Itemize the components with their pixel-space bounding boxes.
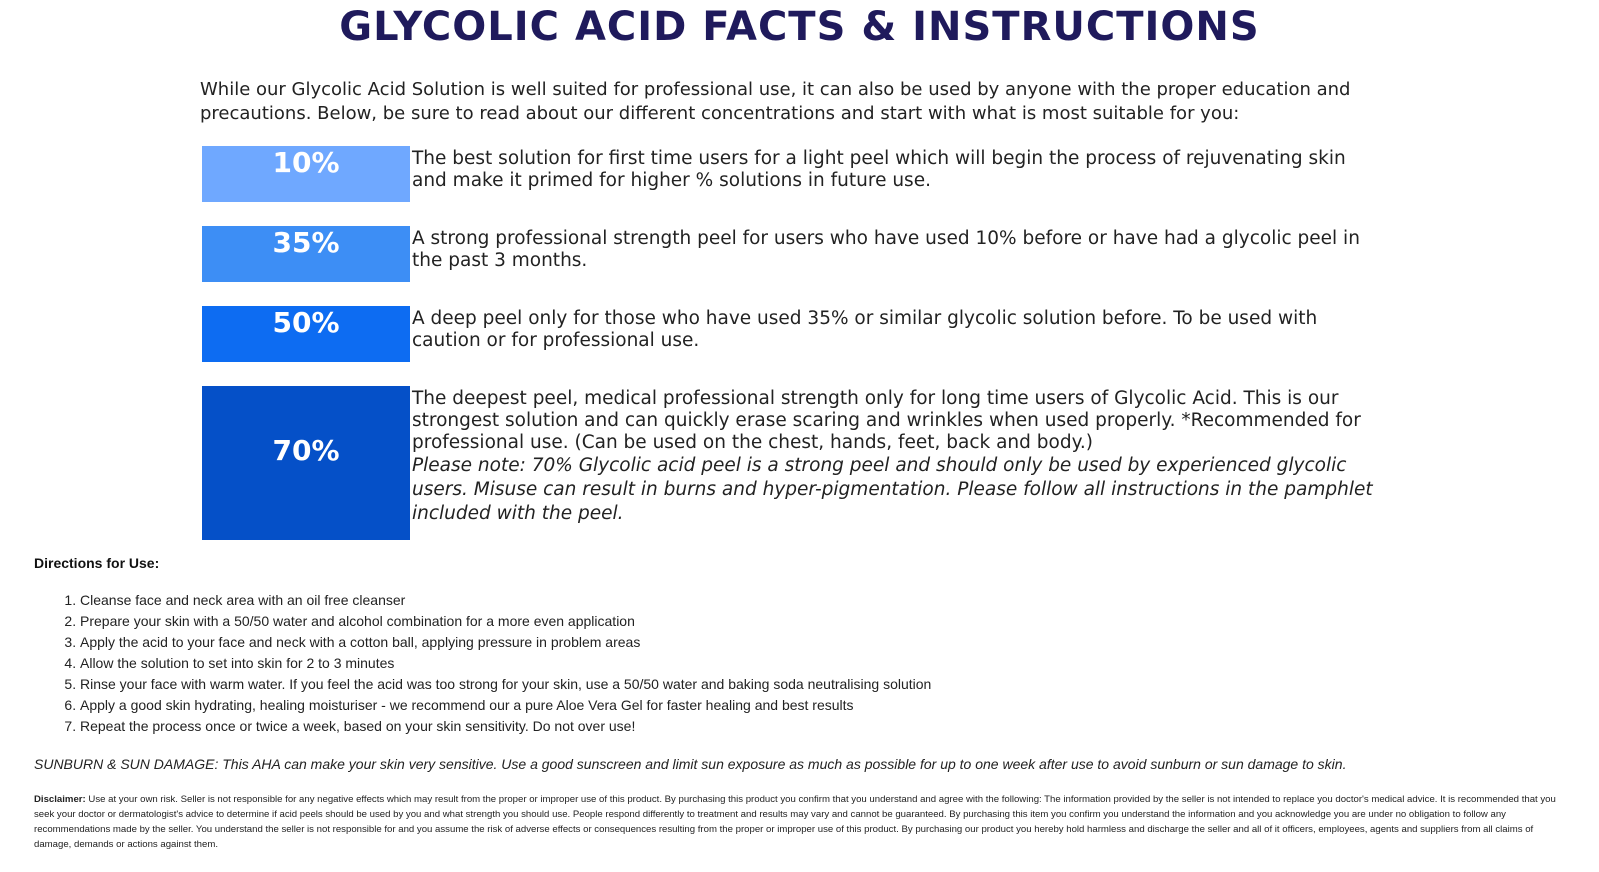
tier-percent: 50% bbox=[272, 306, 340, 339]
tier-badge-35 bbox=[202, 226, 410, 282]
tier-description: A deep peel only for those who have used 35% or similar glycolic solution before. To be used with caution or for professional use. bbox=[412, 308, 1318, 351]
direction-step: 5. Rinse your face with warm water. If you feel the acid was too strong for your skin, use a 50/50 water and baking soda neutralising solution bbox=[80, 674, 931, 695]
tier-warning-note: Please note: 70% Glycolic acid peel is a strong peel and should only be used by experienced glycolic users. Misuse can result in burns and hyper-pigmentation. Please follow all instructions in the pamphlet included with the peel. bbox=[412, 455, 1373, 524]
disclaimer-label: Disclaimer: bbox=[34, 794, 86, 805]
direction-step: 4. Allow the solution to set into skin for 2 to 3 minutes bbox=[80, 653, 931, 674]
intro-paragraph: While our Glycolic Acid Solution is well suited for professional use, it can also be used by anyone with the proper education and precautions. Below, be sure to read about our different concentrations and start with what is most suitable for you: bbox=[200, 79, 1351, 124]
disclaimer bbox=[34, 792, 1564, 852]
tier-percent: 70% bbox=[272, 434, 340, 467]
tier-badge-10 bbox=[202, 146, 410, 202]
tier-description: A strong professional strength peel for users who have used 10% before or have had a glycolic peel in the past 3 months. bbox=[412, 228, 1360, 271]
disclaimer-text: Use at your own risk. Seller is not responsible for any negative effects which may result from the proper or improper use of this product. By purchasing this product you confirm that you understand and agree with the following: The information provided by the seller is not intended to replace you doctor's medical advice. It is recommended that you seek your doctor or dermatologist's advice to determine if acid peels should be used by you and what strength you should use. People respond differently to treatment and results may vary and cannot be guaranteed. By purchasing this item you confirm you understand the information and you acknowledge you are under no obligation to follow any recommendations made by the seller. You understand the seller is not responsible for and you assume the risk of adverse effects or consequences resulting from the proper or improper use of this product. By purchasing our product you hereby hold harmless and discharge the seller and all of it officers, employees, agents and suppliers from all claims of damage, demands or actions against them. bbox=[34, 794, 1556, 850]
tier-badge-50 bbox=[202, 306, 410, 362]
direction-step: 1. Cleanse face and neck area with an oil free cleanser bbox=[80, 590, 931, 611]
tier-description: The best solution for first time users for a light peel which will begin the process of rejuvenating skin and make it primed for higher % solutions in future use. bbox=[412, 148, 1346, 191]
direction-step: 7. Repeat the process once or twice a week, based on your skin sensitivity. Do not over use! bbox=[80, 716, 931, 737]
tier-percent: 10% bbox=[272, 146, 340, 179]
direction-step: 3. Apply the acid to your face and neck with a cotton ball, applying pressure in problem areas bbox=[80, 632, 931, 653]
directions-list bbox=[34, 590, 931, 737]
tier-description: The deepest peel, medical professional strength only for long time users of Glycolic Acid. This is our strongest solution and can quickly erase scaring and wrinkles when used properly. *Recommended for professional use. (Can be used on the chest, hands, feet, back and body.) bbox=[412, 388, 1361, 453]
page-title: GLYCOLIC ACID FACTS & INSTRUCTIONS bbox=[339, 4, 1260, 50]
direction-step: 6. Apply a good skin hydrating, healing moisturiser - we recommend our a pure Aloe Vera Gel for faster healing and best results bbox=[80, 695, 931, 716]
directions-heading: Directions for Use: bbox=[34, 555, 160, 571]
sun-damage-warning: SUNBURN & SUN DAMAGE: This AHA can make your skin very sensitive. Use a good sunscreen and limit sun exposure as much as possible for up to one week after use to avoid sunburn or sun damage to skin. bbox=[34, 756, 1347, 772]
tier-text-block bbox=[412, 388, 1382, 526]
tier-badge-70 bbox=[202, 386, 410, 540]
tier-percent: 35% bbox=[272, 226, 340, 259]
direction-step: 2. Prepare your skin with a 50/50 water and alcohol combination for a more even application bbox=[80, 611, 931, 632]
